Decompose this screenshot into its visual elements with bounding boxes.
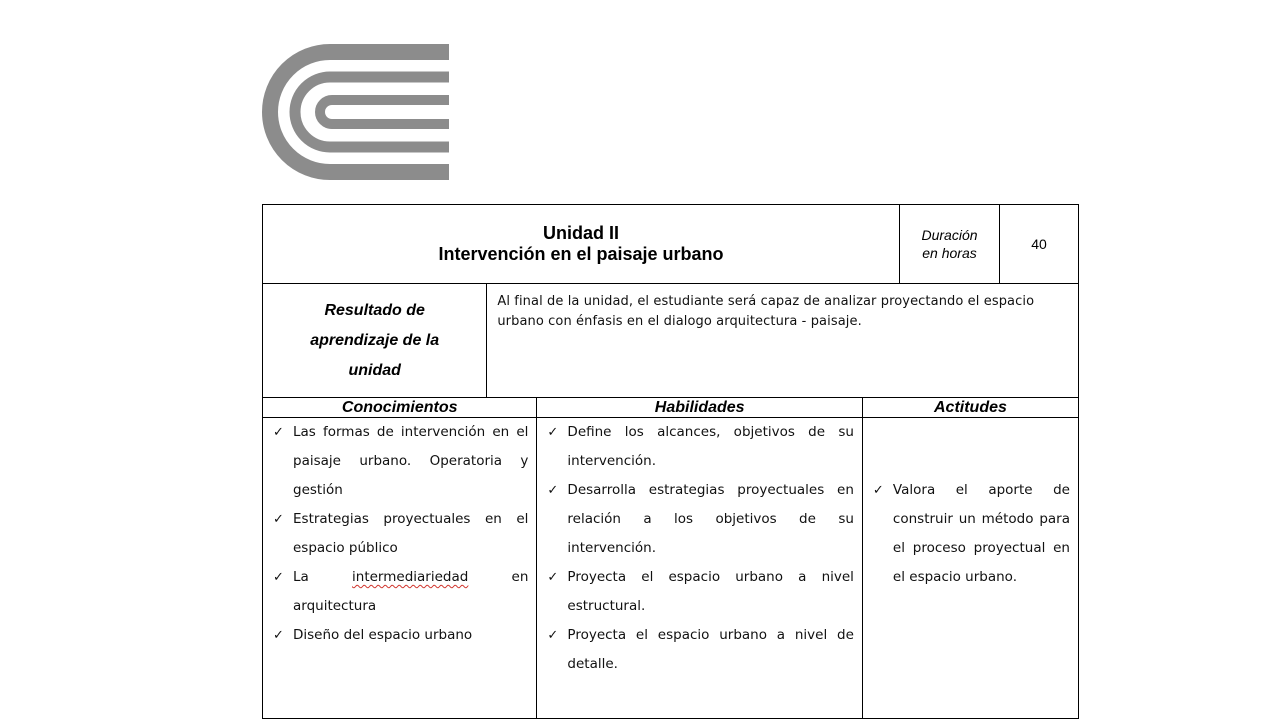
list-item: ✓ Diseño del espacio urbano [273, 621, 528, 650]
check-icon: ✓ [547, 483, 559, 498]
result-text: Al final de la unidad, el estudiante será capaz de analizar proyectando el espacio urbano con énfasis en el dialogo arquitectura - paisaje. [487, 284, 1079, 398]
habilidades-cell [537, 418, 863, 719]
check-icon: ✓ [273, 512, 284, 527]
conocimientos-cell [263, 418, 537, 719]
list-item: ✓ La intermediariedad en arquitectura [273, 563, 528, 621]
actitudes-cell [862, 418, 1078, 719]
list-item: ✓ Las formas de intervención en el paisaje urbano. Operatoria y gestión [273, 418, 528, 505]
unit-table [262, 204, 1079, 719]
check-icon: ✓ [273, 570, 284, 585]
continental-logo [262, 44, 452, 180]
conocimientos-heading: Conocimientos [263, 398, 537, 418]
list-item: ✓ Define los alcances, objetivos de su intervención. [547, 418, 854, 476]
duration-label: Duración en horas [900, 205, 1000, 284]
check-icon: ✓ [547, 570, 559, 585]
list-item: ✓ Valora el aporte de construir un método para el proceso proyectual en el espacio urbano. [873, 476, 1070, 592]
check-icon: ✓ [547, 425, 559, 440]
check-icon: ✓ [872, 483, 884, 498]
duration-hours: 40 [1000, 205, 1079, 284]
list-item: ✓ Proyecta el espacio urbano a nivel de detalle. [547, 621, 854, 679]
list-item: ✓ Desarrolla estrategias proyectuales en relación a los objetivos de su intervención. [547, 476, 854, 563]
list-item: ✓ Proyecta el espacio urbano a nivel estructural. [547, 563, 854, 621]
result-label: Resultado de aprendizaje de la unidad [263, 284, 487, 398]
check-icon: ✓ [547, 628, 559, 643]
unit-title-cell [263, 205, 900, 284]
actitudes-heading: Actitudes [862, 398, 1078, 418]
check-icon: ✓ [273, 628, 284, 643]
habilidades-heading: Habilidades [537, 398, 863, 418]
check-icon: ✓ [273, 425, 284, 440]
unit-number: Unidad II [543, 223, 619, 243]
list-item: ✓ Estrategias proyectuales en el espacio público [273, 505, 528, 563]
unit-title: Intervención en el paisaje urbano [438, 244, 724, 264]
